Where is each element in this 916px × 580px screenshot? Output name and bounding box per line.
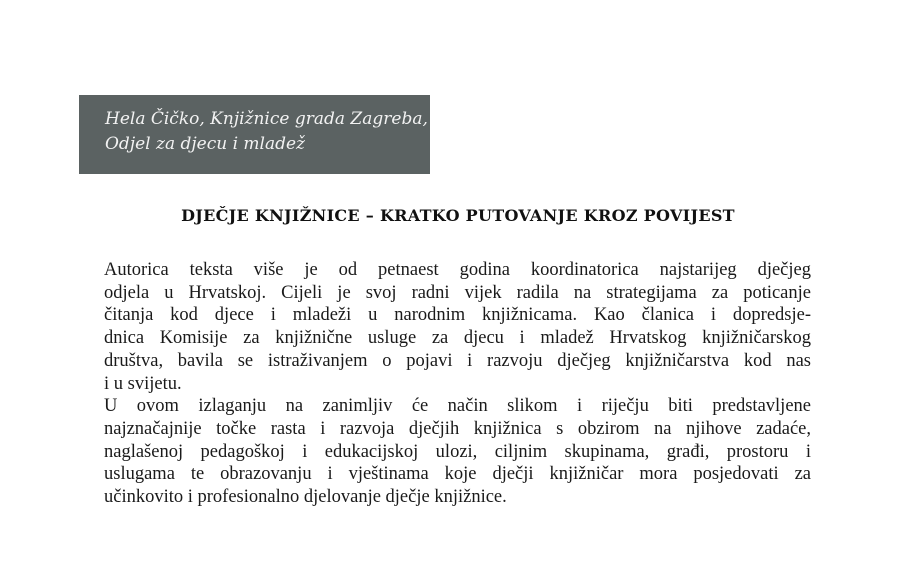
- paragraph-2-line: najznačajnije točke rasta i razvoja dječjih knjižnica s obzirom na njihove zadaće,: [104, 418, 811, 439]
- paragraph-1-line: čitanja kod djece i mladeži u narodnim knjižnicama. Kao članica i dopredsje-: [104, 305, 811, 326]
- article-title: DJEČJE KNJIŽNICE – KRATKO PUTOVANJE KROZ POVIJEST: [181, 206, 735, 225]
- paragraph-2-line: učinkovito i profesionalno djelovanje dječje knjižnice.: [104, 487, 507, 508]
- paragraph-1-line: društva, bavila se istraživanjem o pojavi i razvoju dječjeg knjižničarstva kod nas: [104, 350, 811, 371]
- paragraph-1-line: dnica Komisije za knjižnične usluge za djecu i mladež Hrvatskog knjižničarskog: [104, 328, 811, 349]
- paragraph-1-line: Autorica teksta više je od petnaest godina koordinatorica najstarijeg dječjeg: [104, 260, 811, 280]
- author-box: [79, 95, 430, 174]
- article-body: [104, 259, 811, 509]
- paragraph-2-line: naglašenoj pedagoškoj i edukacijskoj ulozi, ciljnim skupinama, građi, prostoru i: [104, 441, 811, 462]
- paragraph-1-line: i u svijetu.: [104, 373, 182, 394]
- paragraph-2-line: U ovom izlaganju na zanimljiv će način slikom i riječju biti predstavljene: [104, 396, 811, 417]
- author-name-line: Hela Čičko, Knjižnice grada Zagreba,: [105, 109, 428, 129]
- author-department-line: Odjel za djecu i mladež: [105, 134, 306, 154]
- paragraph-1-line: odjela u Hrvatskoj. Cijeli je svoj radni vijek radila na strategijama za poticanje: [104, 282, 811, 303]
- paragraph-2-line: uslugama te obrazovanju i vještinama koje dječji knjižničar mora posjedovati za: [104, 464, 811, 485]
